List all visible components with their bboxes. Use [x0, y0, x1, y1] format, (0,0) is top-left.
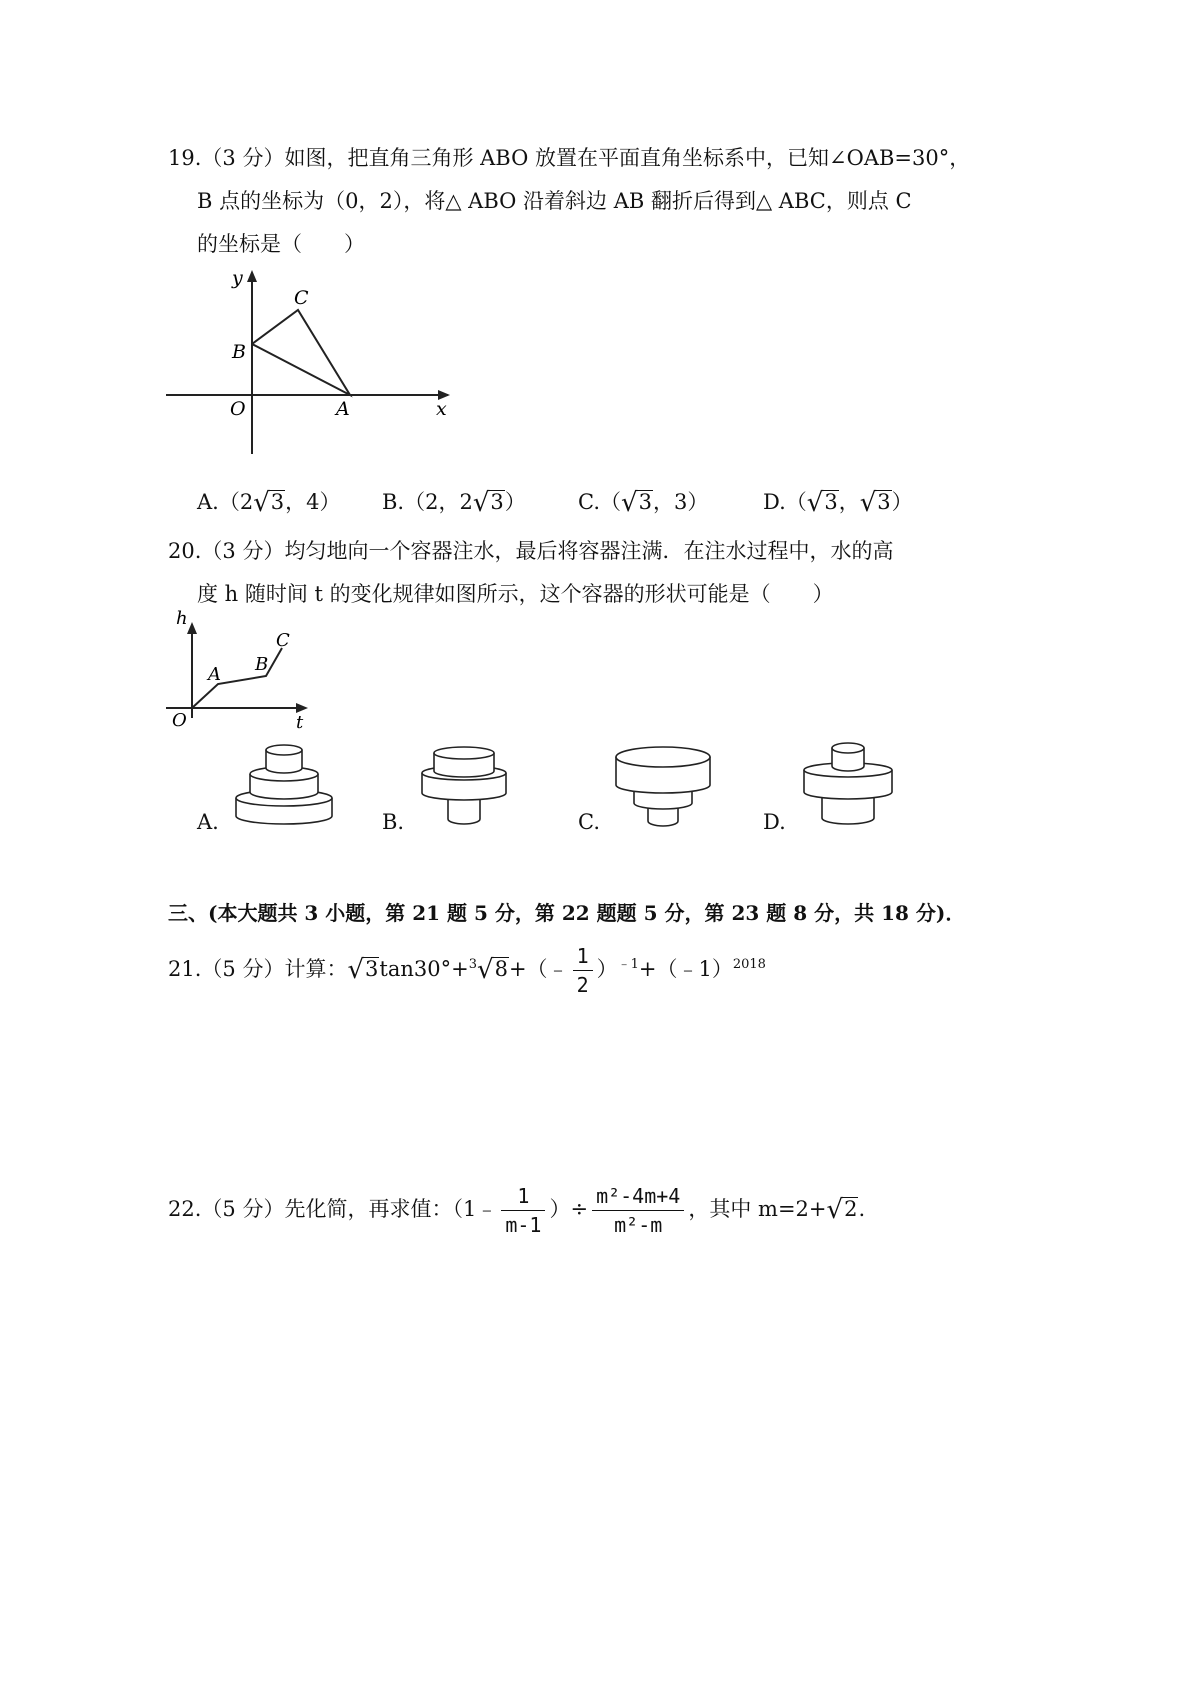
q20-option-c-label: C. — [578, 810, 600, 834]
q19-text-1: 如图，把直角三角形 ABO 放置在平面直角坐标系中，已知∠OAB=30°， — [284, 146, 971, 170]
label-a: A — [208, 664, 221, 685]
q19-coordinate-figure — [160, 262, 460, 462]
q20-number: 20. — [168, 539, 202, 563]
label-h: h — [176, 608, 188, 629]
h-axis-arrow — [187, 622, 197, 634]
q20-option-a-label: A. — [197, 810, 219, 834]
q19-line-1 — [168, 148, 970, 169]
q21-fraction: $\frac{1}{2}$ — [573, 944, 593, 997]
q22-fraction-1: $\frac{1}{m-1}$ — [501, 1184, 545, 1237]
container-a-icon — [232, 738, 336, 830]
label-o: O — [172, 710, 187, 731]
q21-expression: 21.（5 分）计算：√3tan30°+$^3$√8+（﹣ $\frac{1}{2}$ ）$^{﹣1}$+（﹣1）$^{2018}$ — [168, 944, 766, 997]
q20-text-1: 均匀地向一个容器注水，最后将容器注满．在注水过程中，水的高 — [284, 539, 894, 563]
q19-option-c: C.（√3，3） — [578, 488, 709, 518]
label-b: B — [232, 341, 246, 363]
q22-expression: 22.（5 分）先化简，再求值：（1﹣ $\frac{1}{m-1}$ ）÷ $\frac{\text{m²-4m+4}}{\text{m²-m}}$ ，其中 m=2+√2. — [168, 1184, 866, 1237]
q20-graph-figure — [160, 608, 320, 733]
q22-fraction-2: $\frac{\text{m²-4m+4}}{\text{m²-m}}$ — [592, 1184, 684, 1237]
y-axis-arrow — [247, 270, 257, 282]
water-level-curve — [192, 648, 282, 708]
q19-option-d: D.（√3，√3） — [763, 488, 913, 518]
q20-line-1 — [168, 541, 893, 562]
q20-option-b-label: B. — [382, 810, 405, 834]
label-x: x — [436, 398, 447, 420]
q19-line-3: 的坐标是（ ） — [197, 232, 365, 256]
triangle-abc — [252, 310, 350, 395]
q19-option-a: A.（2√3，4） — [197, 488, 341, 518]
label-o: O — [230, 398, 246, 420]
section-3-heading: 三、(本大题共 3 小题，第 21 题 5 分，第 22 题题 5 分，第 23 题 8 分，共 18 分)． — [168, 901, 966, 925]
label-a: A — [336, 398, 350, 420]
container-b-icon — [418, 743, 510, 829]
q19-number: 19. — [168, 146, 202, 170]
q20-line-2: 度 h 随时间 t 的变化规律如图所示，这个容器的形状可能是（ ） — [197, 582, 834, 606]
label-y: y — [232, 267, 243, 289]
q19-option-b: B.（2，2√3） — [382, 488, 526, 518]
label-b: B — [255, 654, 269, 675]
label-t: t — [296, 712, 304, 733]
q19-score: （3 分） — [201, 146, 285, 170]
label-c: C — [276, 630, 290, 651]
container-c-icon — [612, 741, 714, 831]
q19-line-2: B 点的坐标为（0，2），将△ ABO 沿着斜边 AB 翻折后得到△ ABC，则点 C — [197, 189, 912, 213]
label-c: C — [294, 287, 309, 309]
q20-option-d-label: D. — [763, 810, 786, 834]
q20-score: （3 分） — [201, 539, 285, 563]
container-d-icon — [800, 738, 896, 828]
